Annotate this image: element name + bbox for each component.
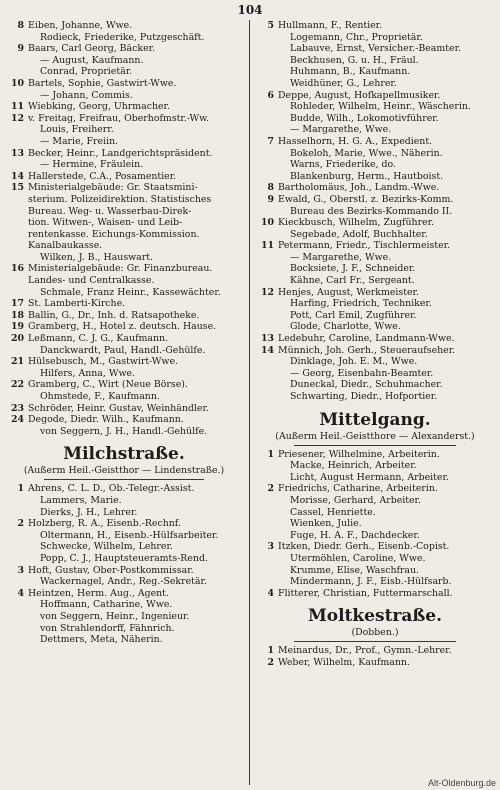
list-item: [4, 403, 244, 415]
resident-text: Petermann, Friedr., Tischlermeister.: [278, 240, 451, 252]
resident-text: Morisse, Gerhard, Arbeiter.: [290, 494, 421, 506]
resident-text: Bocksiete, J. F., Schneider.: [290, 263, 416, 275]
list-item: [4, 101, 244, 113]
house-number: 3: [17, 564, 24, 576]
entry-list: [254, 449, 496, 600]
resident-text: Meinardus, Dr., Prof., Gymn.-Lehrer.: [278, 645, 452, 657]
resident-text: — Georg, Eisenbahn-Beamter.: [290, 367, 434, 379]
list-item: [4, 298, 244, 310]
list-item: [4, 530, 244, 542]
list-item: [254, 148, 496, 160]
resident-text: Friedrichs, Catharine, Arbeiterin.: [278, 483, 438, 495]
resident-text: — Margarethe, Wwe.: [290, 251, 392, 263]
resident-text: Wienken, Julie.: [290, 518, 362, 530]
resident-text: Kanalbaukasse.: [28, 240, 103, 252]
house-number: 12: [10, 112, 24, 124]
resident-text: Blankenburg, Herm., Hautboist.: [290, 170, 444, 182]
house-number: 10: [10, 77, 24, 89]
list-item: [4, 483, 244, 495]
list-item: [4, 368, 244, 380]
house-number: 17: [10, 298, 24, 310]
list-item: [4, 113, 244, 125]
column-divider: [249, 20, 250, 785]
list-item: [4, 171, 244, 183]
list-item: [4, 240, 244, 252]
list-item: [254, 576, 496, 588]
list-item: [4, 611, 244, 623]
resident-text: Budde, Wilh., Lokomotivführer.: [290, 112, 439, 124]
list-item: [254, 217, 496, 229]
resident-text: Bartels, Sophie, Gastwirt-Wwe.: [28, 77, 177, 89]
list-item: [4, 136, 244, 148]
list-item: [4, 356, 244, 368]
house-number: 12: [260, 286, 274, 298]
entry-list: [254, 645, 496, 668]
resident-text: Labauve, Ernst, Versicher.-Beamter.: [290, 43, 461, 55]
list-item: [4, 217, 244, 229]
section-title-moltkestrasse: Moltkestraße.: [307, 606, 443, 627]
list-item: [254, 345, 496, 357]
list-item: [4, 391, 244, 403]
list-item: [4, 20, 244, 32]
house-number: 11: [10, 101, 24, 113]
house-number: 5: [267, 20, 274, 31]
house-number: 21: [10, 356, 24, 368]
list-item: [254, 194, 496, 206]
resident-text: Schröder, Heinr. Gustav, Weinhändler.: [28, 402, 209, 414]
list-item: [254, 588, 496, 600]
resident-text: Bureau des Bezirks-Kommando II.: [290, 205, 453, 217]
resident-text: Cassel, Henriette.: [290, 506, 376, 518]
list-item: [4, 263, 244, 275]
house-number: 4: [17, 587, 24, 599]
list-item: [254, 113, 496, 125]
resident-text: Leßmann, C. J. G., Kaufmann.: [28, 333, 169, 345]
resident-text: Ballin, G., Dr., Inh. d. Ratsapotheke.: [28, 309, 200, 321]
resident-text: Popp, C. J., Hauptsteueramts-Rend.: [40, 552, 208, 564]
resident-text: Harfing, Friedrich, Techniker.: [290, 298, 432, 310]
list-item: [254, 252, 496, 264]
resident-text: Glode, Charlotte, Wwe.: [290, 321, 401, 333]
resident-text: Wilken, J. B., Hauswart.: [40, 251, 153, 263]
list-item: [254, 55, 496, 67]
list-item: [254, 449, 496, 461]
house-number: 22: [10, 379, 24, 391]
section-subtitle-mittelgang: (Außerm Heil.-Geistthore — Alexanderst.): [275, 430, 475, 442]
list-item: [4, 32, 244, 44]
resident-text: Dierks, J. H., Lehrer.: [40, 506, 138, 518]
resident-text: Macke, Heinrich, Arbeiter.: [290, 460, 417, 472]
resident-text: Priesener, Wilhelmine, Arbeiterin.: [278, 448, 440, 460]
resident-text: Beckhusen, G. u. H., Fräul.: [290, 54, 419, 66]
list-item: [254, 78, 496, 90]
resident-text: von Strahlendorff, Fähnrich.: [40, 622, 175, 634]
list-item: [254, 368, 496, 380]
house-number: 9: [267, 193, 274, 205]
list-item: [254, 507, 496, 519]
resident-text: Utermöhlen, Caroline, Wwe.: [290, 552, 426, 564]
list-item: [4, 518, 244, 530]
resident-text: Ledebuhr, Caroline, Landmann-Wwe.: [278, 333, 455, 345]
resident-text: Degode, Diedr. Wilh., Kaufmann.: [28, 414, 184, 426]
house-number: 1: [267, 645, 274, 657]
resident-text: Fuge, H. A. F., Dachdecker.: [290, 529, 420, 541]
watermark-text: Alt-Oldenburg.de: [427, 778, 496, 788]
house-number: 7: [267, 135, 274, 147]
resident-text: Gramberg, C., Wirt (Neue Börse).: [28, 379, 188, 391]
resident-text: Weidhüner, G., Lehrer.: [290, 77, 397, 89]
list-item: [254, 275, 496, 287]
list-item: [254, 553, 496, 565]
resident-text: Heintzen, Herm. Aug., Agent.: [28, 587, 169, 599]
list-item: [4, 78, 244, 90]
resident-text: — Johann, Commis.: [40, 89, 133, 101]
list-item: [254, 101, 496, 113]
house-number: 1: [17, 483, 24, 495]
section-title-mittelgang: Mittelgang.: [319, 409, 431, 430]
resident-text: Bokeloh, Marie, Wwe., Näherin.: [290, 147, 443, 159]
page-number: 104: [237, 3, 263, 17]
resident-text: Hasselhorn, H. G. A., Expedient.: [278, 135, 433, 147]
list-item: [254, 472, 496, 484]
resident-text: Hilfers, Anna, Wwe.: [40, 367, 136, 379]
house-number: 13: [10, 147, 24, 159]
list-item: [4, 588, 244, 600]
resident-text: Bureau. Weg- u. Wasserbau-Direk-: [28, 205, 192, 217]
list-item: [4, 345, 244, 357]
house-number: 9: [17, 43, 24, 55]
resident-text: tion. Witwen-, Waisen- und Leib-: [28, 217, 183, 229]
list-item: [254, 206, 496, 218]
resident-text: Eiben, Johanne, Wwe.: [28, 20, 133, 31]
list-item: [4, 623, 244, 635]
resident-text: Münnich, Joh. Gerh., Steueraufseher.: [278, 344, 456, 356]
resident-text: — Marie, Freiin.: [40, 135, 119, 147]
resident-text: Duneckal, Diedr., Schuhmacher.: [290, 379, 443, 391]
resident-text: Kieckbusch, Wilhelm, Zugführer.: [278, 217, 435, 229]
list-item: [4, 576, 244, 588]
resident-text: Hülsebusch, M., Gastwirt-Wwe.: [28, 356, 178, 368]
list-item: [4, 194, 244, 206]
resident-text: Warns, Friederike, do.: [290, 159, 396, 171]
list-item: [4, 634, 244, 646]
list-item: [4, 565, 244, 577]
resident-text: Becker, Heinr., Landgerichtspräsident.: [28, 147, 213, 159]
list-item: [4, 507, 244, 519]
resident-text: Dinklage, Joh. E. M., Wwe.: [290, 356, 418, 368]
list-item: [4, 599, 244, 611]
resident-text: Oltermann, H., Eisenb.-Hülfsarbeiter.: [40, 529, 219, 541]
list-item: [254, 136, 496, 148]
right-column: [254, 20, 496, 669]
resident-text: Louis, Freiherr.: [40, 124, 114, 136]
list-item: [4, 124, 244, 136]
list-item: [4, 275, 244, 287]
list-item: [254, 483, 496, 495]
resident-text: Krumme, Elise, Waschfrau.: [290, 564, 420, 576]
list-item: [4, 229, 244, 241]
list-item: [254, 391, 496, 403]
list-item: [4, 43, 244, 55]
section-title-milchstrasse: Milchstraße.: [63, 444, 185, 465]
resident-text: Mindermann, J. F., Eisb.-Hülfsarb.: [290, 576, 452, 588]
resident-text: — Margarethe, Wwe.: [290, 124, 392, 136]
list-item: [254, 460, 496, 472]
list-item: [254, 171, 496, 183]
list-item: [254, 565, 496, 577]
resident-text: Hoft, Gustav, Ober-Postkommissar.: [28, 564, 194, 576]
list-item: [254, 495, 496, 507]
list-item: [4, 252, 244, 264]
resident-text: sterium. Polizeidirektion. Statistisches: [28, 193, 212, 205]
resident-text: Lammers, Marie.: [40, 494, 122, 506]
house-number: 14: [10, 170, 24, 182]
list-item: [254, 90, 496, 102]
house-number: 19: [10, 321, 24, 333]
section-rule: [294, 641, 456, 642]
resident-text: Wiebking, Georg, Uhrmacher.: [28, 101, 170, 113]
resident-text: Conrad, Proprietär.: [40, 66, 133, 78]
list-item: [254, 356, 496, 368]
list-item: [4, 182, 244, 194]
resident-text: Ohmstede, F., Kaufmann.: [40, 391, 160, 402]
house-number: 23: [10, 402, 24, 414]
house-number: 2: [267, 656, 274, 668]
house-number: 24: [10, 414, 24, 426]
list-item: [4, 414, 244, 426]
house-number: 15: [10, 182, 24, 194]
list-item: [254, 333, 496, 345]
list-item: [254, 159, 496, 171]
resident-text: Ewald, G., Oberstl. z. Bezirks-Komm.: [278, 193, 454, 205]
resident-text: Holzberg, R. A., Eisenb.-Rechnf.: [28, 518, 181, 530]
house-number: 11: [260, 240, 274, 252]
resident-text: Henjes, August, Werkmeister.: [278, 286, 419, 298]
left-column: [4, 20, 244, 646]
section-rule: [44, 479, 204, 480]
entry-list: [4, 483, 244, 645]
list-item: [4, 321, 244, 333]
section-subtitle-milchstrasse: (Außerm Heil.-Geistthor — Lindenstraße.): [23, 465, 225, 477]
resident-text: v. Freitag, Freifrau, Oberhofmstr.-Ww.: [28, 112, 210, 124]
resident-text: Deppe, August, Hofkapellmusiker.: [278, 89, 441, 101]
resident-text: Weber, Wilhelm, Kaufmann.: [278, 656, 410, 668]
list-item: [4, 495, 244, 507]
resident-text: St. Lamberti-Kirche.: [28, 298, 126, 310]
list-item: [4, 310, 244, 322]
house-number: 6: [267, 89, 274, 101]
resident-text: Landes- und Centralkasse.: [28, 275, 155, 287]
resident-text: Itzken, Diedr. Gerh., Eisenb.-Copist.: [278, 541, 450, 553]
house-number: 8: [267, 182, 274, 194]
resident-text: von Seggern, J. H., Handl.-Gehülfe.: [40, 425, 208, 437]
list-item: [254, 310, 496, 322]
house-number: 8: [17, 20, 24, 31]
resident-text: Ministerialgebäude: Gr. Staatsmini-: [28, 182, 198, 194]
list-item: [254, 321, 496, 333]
list-item: [254, 32, 496, 44]
house-number: 3: [267, 541, 274, 553]
list-item: [254, 657, 496, 669]
resident-text: Schwecke, Wilhelm, Lehrer.: [40, 541, 173, 553]
house-number: 18: [10, 309, 24, 321]
list-item: [254, 541, 496, 553]
list-item: [4, 66, 244, 78]
list-item: [254, 379, 496, 391]
list-item: [254, 645, 496, 657]
list-item: [4, 553, 244, 565]
list-item: [4, 206, 244, 218]
resident-text: Hullmann, F., Rentier.: [278, 20, 383, 31]
list-item: [254, 263, 496, 275]
entry-list: [4, 20, 244, 437]
house-number: 16: [10, 263, 24, 275]
list-item: [254, 518, 496, 530]
resident-text: Hoffmann, Catharine, Wwe.: [40, 599, 173, 611]
entry-list: [254, 20, 496, 403]
house-number: 13: [260, 333, 274, 345]
list-item: [254, 182, 496, 194]
house-number: 10: [260, 217, 274, 229]
list-item: [4, 159, 244, 171]
resident-text: Ahrens, C. L. D., Ob.-Telegr.-Assist.: [28, 483, 195, 495]
list-item: [254, 43, 496, 55]
resident-text: Flitterer, Christian, Futtermarschall.: [278, 587, 453, 599]
resident-text: Ministerialgebäude: Gr. Finanzbureau.: [28, 263, 213, 275]
resident-text: Huhmann, B., Kaufmann.: [290, 66, 411, 78]
list-item: [254, 20, 496, 32]
resident-text: — August, Kaufmann.: [40, 54, 144, 66]
resident-text: Logemann, Chr., Proprietär.: [290, 31, 423, 43]
resident-text: Schmale, Franz Heinr., Kassewächter.: [40, 286, 221, 298]
section-subtitle-moltkestrasse: (Dobben.): [351, 627, 399, 639]
resident-text: Pott, Carl Emil, Zugführer.: [290, 309, 417, 321]
resident-text: Baars, Carl Georg, Bäcker.: [28, 43, 156, 55]
house-number: 2: [267, 483, 274, 495]
resident-text: Segebade, Adolf, Buchhalter.: [290, 228, 428, 240]
resident-text: Kähne, Carl Fr., Sergeant.: [290, 275, 415, 287]
house-number: 4: [267, 587, 274, 599]
resident-text: rentenkasse. Eichungs-Kommission.: [28, 228, 200, 240]
list-item: [4, 90, 244, 102]
list-item: [254, 229, 496, 241]
list-item: [4, 333, 244, 345]
list-item: [254, 240, 496, 252]
list-item: [254, 530, 496, 542]
resident-text: Rodieck, Friederike, Putzgeschäft.: [40, 31, 205, 43]
resident-text: — Hermine, Fräulein.: [40, 159, 144, 171]
resident-text: Licht, August Hermann, Arbeiter.: [290, 471, 449, 483]
list-item: [4, 541, 244, 553]
house-number: 20: [10, 333, 24, 345]
list-item: [254, 124, 496, 136]
list-item: [254, 287, 496, 299]
house-number: 2: [17, 518, 24, 530]
house-number: 1: [267, 448, 274, 460]
resident-text: Dettmers, Meta, Näherin.: [40, 634, 163, 646]
house-number: 14: [260, 344, 274, 356]
list-item: [4, 287, 244, 299]
resident-text: Schwarting, Diedr., Hofportier.: [290, 391, 438, 402]
resident-text: Rohleder, Wilhelm, Heinr., Wäscherin.: [290, 101, 471, 113]
list-item: [4, 379, 244, 391]
list-item: [4, 426, 244, 438]
resident-text: Wackernagel, Andr., Reg.-Sekretär.: [40, 576, 207, 588]
list-item: [4, 148, 244, 160]
resident-text: Gramberg, H., Hotel z. deutsch. Hause.: [28, 321, 217, 333]
section-rule: [294, 445, 456, 446]
list-item: [4, 55, 244, 67]
resident-text: Bartholomäus, Joh., Landm.-Wwe.: [278, 182, 440, 194]
resident-text: Hallerstede, C.A., Posamentier.: [28, 170, 177, 182]
list-item: [254, 298, 496, 310]
list-item: [254, 66, 496, 78]
resident-text: Danckwardt, Paul, Handl.-Gehülfe.: [40, 344, 206, 356]
resident-text: von Seggern, Heinr., Ingenieur.: [40, 610, 190, 622]
